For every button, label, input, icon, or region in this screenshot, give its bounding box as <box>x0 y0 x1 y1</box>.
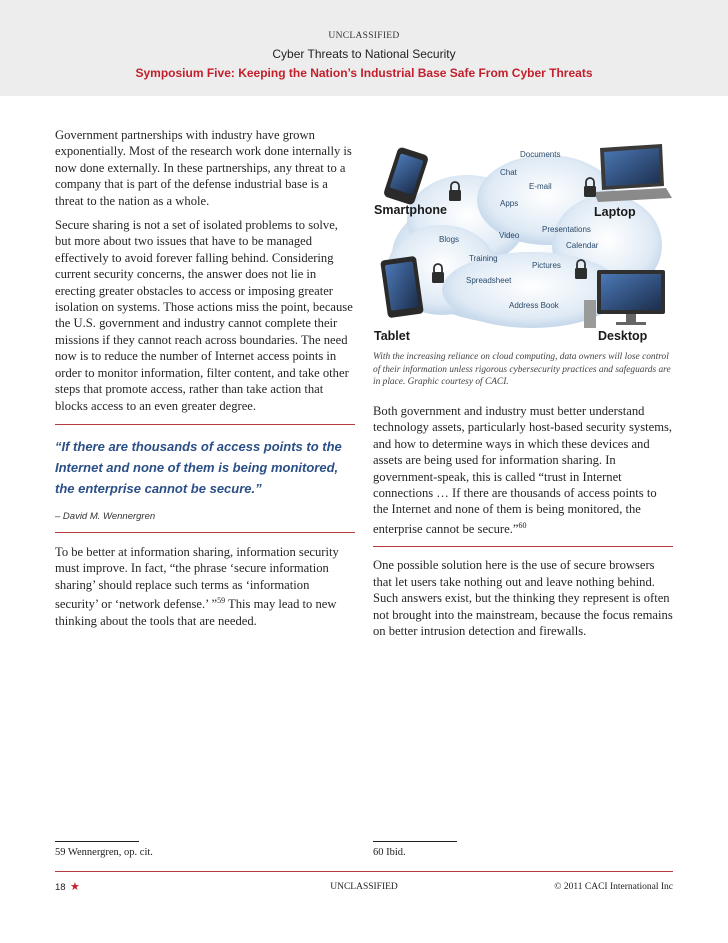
label-desktop: Desktop <box>598 329 648 343</box>
right-paragraph-1 <box>373 403 673 537</box>
cloud-computing-figure <box>372 140 672 346</box>
label-laptop: Laptop <box>594 205 636 219</box>
left-paragraph-2: Secure sharing is not a set of isolated problems to solve, but more about two issues that have to be managed effectively to avoid forever falling behind. Considering current security concerns, the answer does not lie in erecting greater obstacles to access or imposing greater isolation on systems. Those actions miss the point, because the U.S. government and industry cannot complete their missions if they cannot reach across boundaries. The need now is to reduce the number of Internet access points in order to monitor information, filter content, and take other steps that promote access, rather than take action that blocks access to an even greater degree. <box>55 218 353 413</box>
copyright: © 2011 CACI International Inc <box>554 882 673 892</box>
pullquote: “If there are thousands of access points to the Internet and none of them is being monitored, the enterprise cannot be secure.” <box>55 438 342 496</box>
label-calendar: Calendar <box>566 241 599 250</box>
label-documents: Documents <box>520 150 561 159</box>
left-paragraph-3 <box>55 544 355 629</box>
document-title: Cyber Threats to National Security <box>272 47 456 61</box>
symposium-title: Symposium Five: Keeping the Nation’s Industrial Base Safe From Cyber Threats <box>135 66 593 80</box>
star-icon: ★ <box>70 881 80 893</box>
left-column <box>55 127 355 637</box>
label-spreadsheet: Spreadsheet <box>466 276 512 285</box>
footnote-60: 60 Ibid. <box>373 847 406 858</box>
classification-bottom: UNCLASSIFIED <box>330 882 398 892</box>
label-email: E-mail <box>529 182 552 191</box>
closing-tail: This may lead to new thinking about the tools that are needed. <box>55 597 337 628</box>
right-column-rule <box>373 546 673 547</box>
figure-caption: With the increasing reliance on cloud computing, data owners will lose control of their information unless rigorous cybersecurity practices and safeguards are in place. Graphic courtesy of CACI. <box>373 352 671 387</box>
footnote-ref-60: 60 <box>518 520 527 530</box>
label-training: Training <box>469 254 498 263</box>
pullquote-attribution: – David M. Wennergren <box>55 510 156 522</box>
label-blogs: Blogs <box>439 235 460 244</box>
label-presentations: Presentations <box>542 225 591 234</box>
page-header <box>0 0 728 96</box>
pullquote-bottom-rule <box>55 532 355 533</box>
page-number: 18 <box>55 882 66 893</box>
footnote-rule-right <box>373 841 457 842</box>
label-pictures: Pictures <box>532 261 561 270</box>
label-video: Video <box>499 231 520 240</box>
classification-top: UNCLASSIFIED <box>328 31 400 41</box>
left-paragraph-1: Government partnerships with industry have grown exponentially. Most of the research work done internally is now done externally. In these partnerships, any threat to a company that is part of the defense industrial base is a threat to the nation as a whole. <box>55 128 352 208</box>
label-tablet: Tablet <box>374 329 410 343</box>
footer-rule <box>55 871 673 872</box>
footnote-59: 59 Wennergren, op. cit. <box>55 847 153 858</box>
footnote-ref-59: 59 <box>217 596 226 606</box>
label-address-book: Address Book <box>509 301 559 310</box>
pullquote-top-rule <box>55 424 355 425</box>
right-column <box>373 403 673 647</box>
label-chat: Chat <box>500 168 517 177</box>
closing-text: To be better at information sharing, information security must improve. In fact, “the phrase ‘secure information sharing’ should replace such terms as ‘information security’ or ‘network defense.’ ” <box>55 544 339 612</box>
laptop-icon <box>594 144 672 202</box>
right-paragraph-2: One possible solution here is the use of secure browsers that let users take nothing out and leave nothing behind. Such answers exist, but the thinking they represent is often not brought into the mainstream, because the focus remains on better intrusion detection and firewalls. <box>373 558 673 639</box>
right-paragraph-1-text: Both government and industry must better understand technology assets, particularly host-based security systems, and how to determine ways in which these devices and assets are being used for information sharing. In government-speak, this is called “trust in Internet connections … If there are thousands of access points to the Internet and none of them is being monitored, the enterprise cannot be secure.” <box>373 404 673 537</box>
footnote-rule-left <box>55 841 139 842</box>
label-smartphone: Smartphone <box>374 203 447 217</box>
label-apps: Apps <box>500 199 519 208</box>
